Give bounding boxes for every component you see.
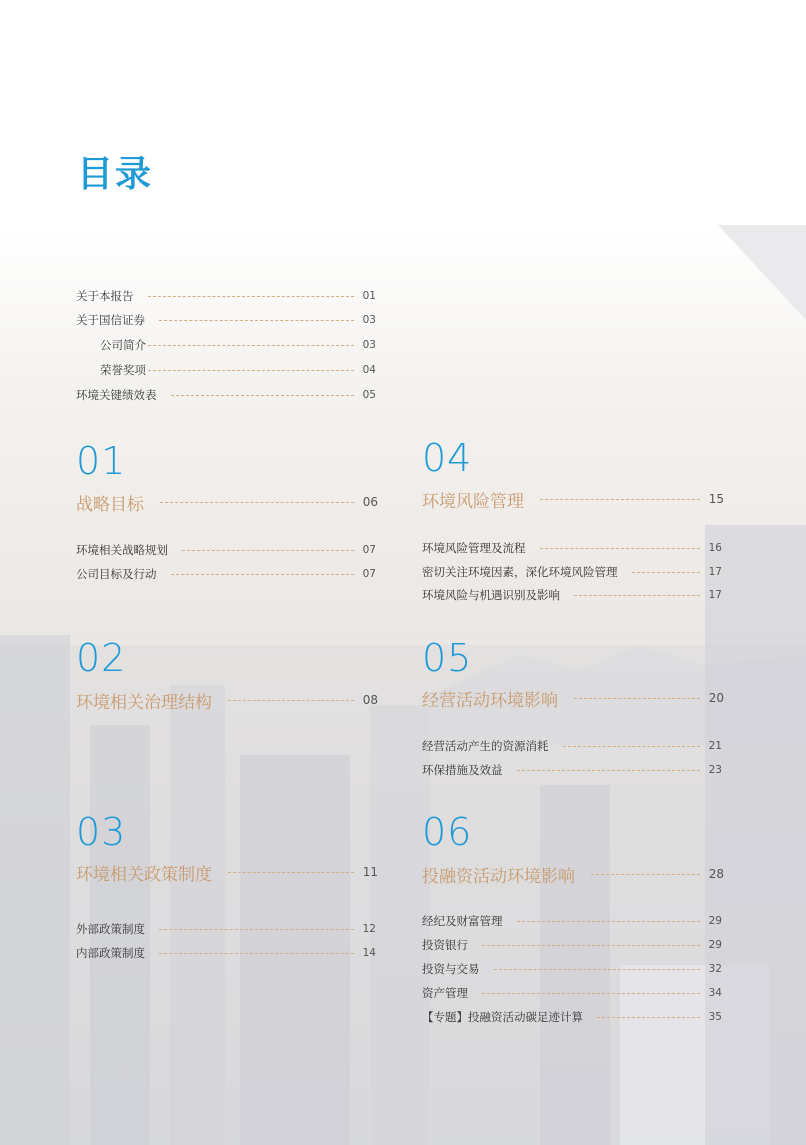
toc-page-number: 04 [362,364,376,376]
toc-item[interactable] [422,1009,722,1025]
section-title: 环境相关政策制度 [76,864,212,885]
leader-dots [148,296,355,297]
toc-page-number: 29 [708,939,722,951]
leader-dots [148,345,354,346]
section-title: 环境相关治理结构 [76,692,212,713]
toc-page-number: 17 [708,589,722,601]
toc-item-label: 资产管理 [422,986,468,1000]
toc-page-number: 29 [708,915,722,927]
toc-page-number: 05 [362,389,376,401]
toc-page-number: 03 [362,314,376,326]
toc-item[interactable] [422,587,722,603]
leader-dots [482,993,700,994]
leader-dots [159,953,354,954]
leader-dots [574,698,700,699]
leader-dots [482,945,700,946]
toc-item-label: 密切关注环境因素，深化环境风险管理 [422,565,618,579]
toc-page-number: 35 [708,1011,722,1023]
section-title: 经营活动环境影响 [422,690,558,711]
toc-page-number: 01 [362,290,376,302]
section-number: 01 [76,439,127,483]
toc-item[interactable] [76,542,376,558]
toc-item[interactable] [422,937,722,953]
toc-item-label: 投资银行 [422,938,468,952]
leader-dots [563,746,701,747]
leader-dots [494,969,701,970]
page-title: 目录 [77,154,154,195]
leader-dots [171,395,355,396]
section-number: 05 [422,636,473,680]
toc-item-intro[interactable] [76,312,376,328]
toc-item-intro-sub[interactable] [100,362,376,378]
toc-page-number: 17 [708,566,722,578]
toc-item-intro-sub[interactable] [100,337,376,353]
toc-section-heading[interactable] [422,487,724,511]
toc-item-label: 环境关键绩效表 [76,388,157,402]
toc-page-number: 11 [362,865,378,879]
toc-item[interactable] [422,913,722,929]
section-title: 环境风险管理 [422,491,524,512]
toc-item[interactable] [422,985,722,1001]
leader-dots [148,370,354,371]
toc-item-label: 环境风险与机遇识别及影响 [422,588,560,602]
toc-item[interactable] [76,921,376,937]
toc-page-number: 32 [708,963,722,975]
toc-section-heading[interactable] [76,490,378,514]
toc-item[interactable] [422,540,722,556]
toc-page-number: 06 [362,495,378,509]
toc-page-number: 08 [362,693,378,707]
leader-dots [171,574,355,575]
toc-item[interactable] [422,961,722,977]
section-title: 投融资活动环境影响 [422,866,575,887]
toc-page-number: 15 [708,492,724,506]
toc-item[interactable] [422,564,722,580]
toc-item-label: 外部政策制度 [76,922,145,936]
toc-page-number: 14 [362,947,376,959]
toc-item-label: 关于本报告 [76,289,134,303]
toc-page-number: 16 [708,542,722,554]
toc-page-number: 20 [708,691,724,705]
toc-page-number: 07 [362,544,376,556]
toc-item-intro[interactable] [76,387,376,403]
toc-section-heading[interactable] [76,688,378,712]
toc-page-number: 28 [708,867,724,881]
toc-page-number: 34 [708,987,722,999]
leader-dots [517,770,701,771]
section-number: 04 [422,436,473,480]
leader-dots [591,874,700,875]
leader-dots [228,700,354,701]
leader-dots [182,550,354,551]
toc-section-heading[interactable] [422,686,724,710]
leader-dots [574,595,700,596]
toc-item-label: 内部政策制度 [76,946,145,960]
leader-dots [228,872,354,873]
toc-page-number: 21 [708,740,722,752]
leader-dots [517,921,701,922]
section-number: 02 [76,636,127,680]
section-title: 战略目标 [76,494,144,515]
toc-item-label: 环保措施及效益 [422,763,503,777]
leader-dots [160,502,354,503]
toc-item-intro[interactable] [76,288,376,304]
toc-section-heading[interactable] [76,860,378,884]
toc-item[interactable] [76,945,376,961]
toc-item-label: 投资与交易 [422,962,480,976]
toc-page-number: 23 [708,764,722,776]
toc-page-number: 07 [362,568,376,580]
leader-dots [597,1017,700,1018]
toc-item-label: 环境风险管理及流程 [422,541,526,555]
leader-dots [159,320,354,321]
leader-dots [540,499,700,500]
toc-item-label: 环境相关战略规划 [76,543,168,557]
toc-item-label: 公司目标及行动 [76,567,157,581]
toc-item-label: 公司简介 [100,338,146,352]
toc-item[interactable] [76,566,376,582]
toc-item-label: 荣誉奖项 [100,363,146,377]
toc-section-heading[interactable] [422,862,724,886]
toc-page-number: 12 [362,923,376,935]
leader-dots [632,572,701,573]
toc-page-number: 03 [362,339,376,351]
leader-dots [159,929,354,930]
toc-item[interactable] [422,738,722,754]
toc-item[interactable] [422,762,722,778]
toc-item-label: 关于国信证券 [76,313,145,327]
toc-item-label: 经营活动产生的资源消耗 [422,739,549,753]
leader-dots [540,548,701,549]
section-number: 03 [76,810,127,854]
section-number: 06 [422,810,473,854]
toc-item-label: 【专题】投融资活动碳足迹计算 [422,1010,583,1024]
toc-item-label: 经纪及财富管理 [422,914,503,928]
